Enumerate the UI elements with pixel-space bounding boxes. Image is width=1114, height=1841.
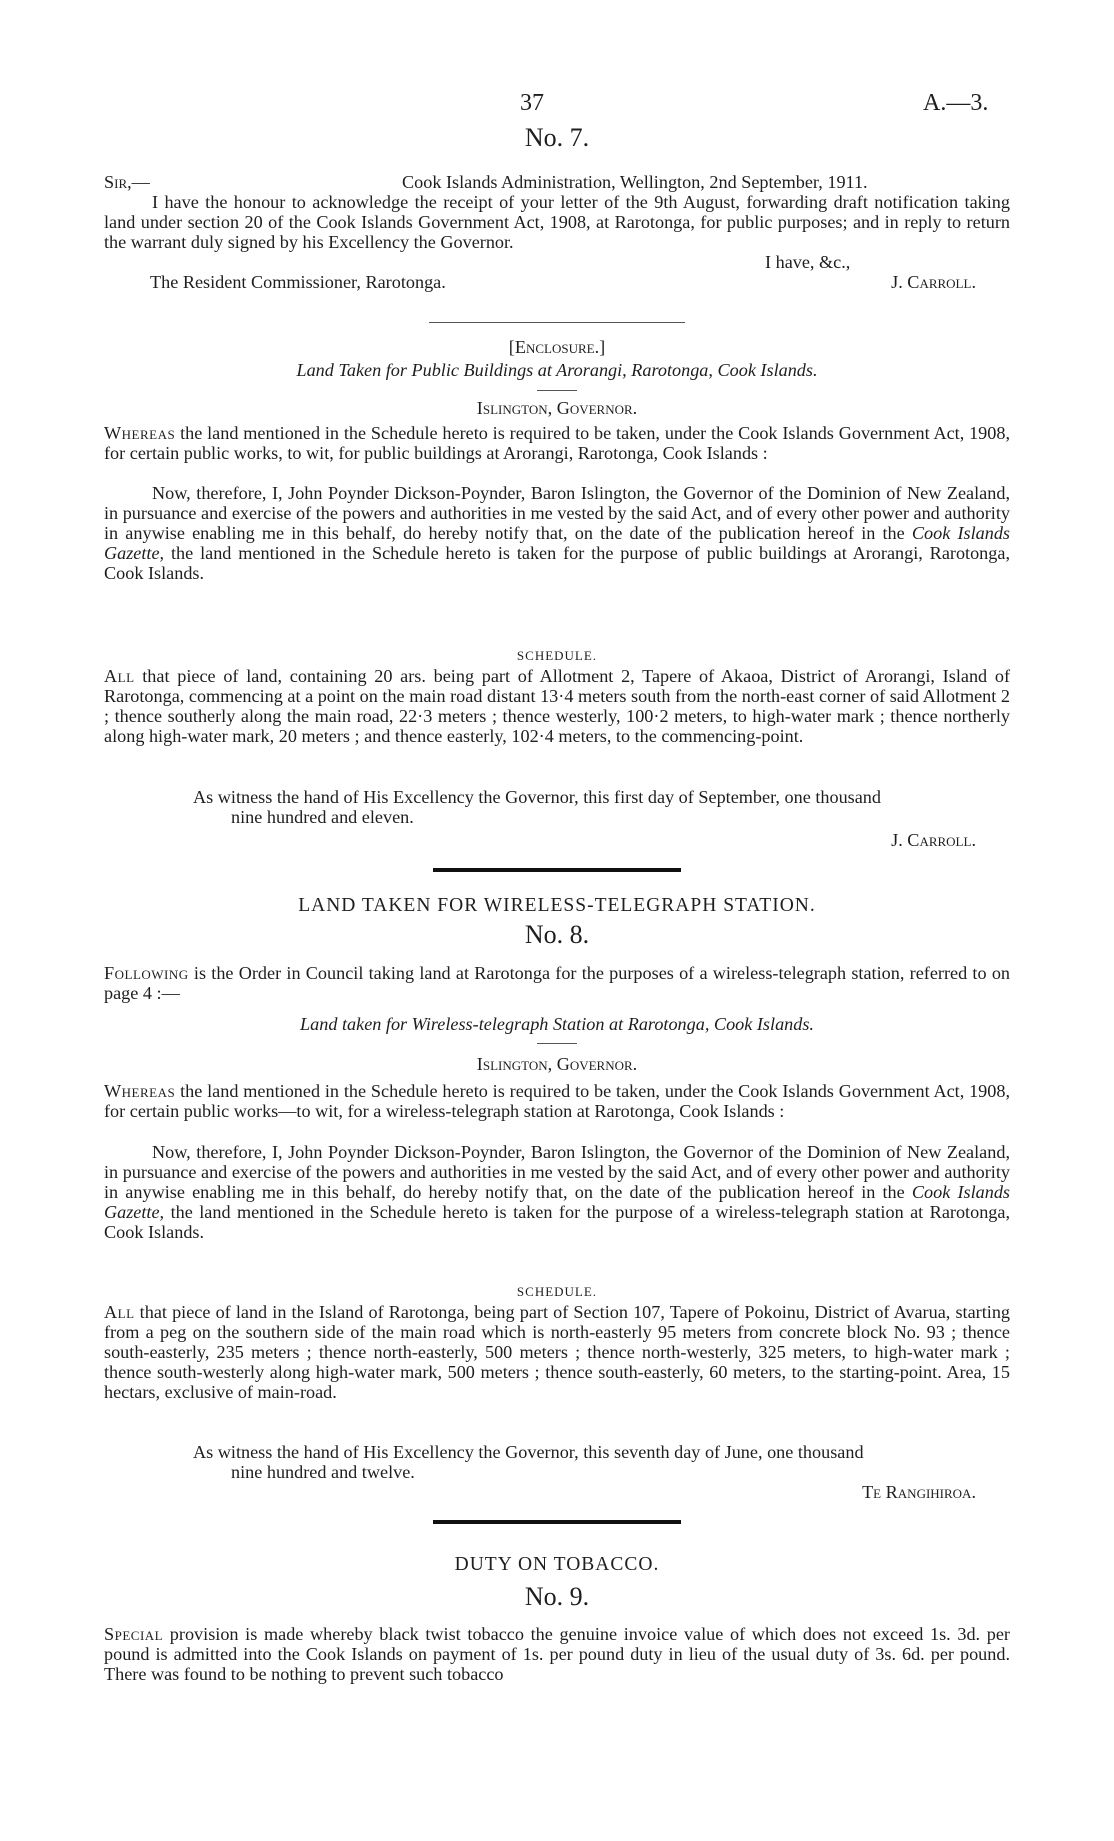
section-title-no7: No. 7. (524, 123, 590, 152)
wireless-land-title: Land taken for Wireless-telegraph Station at Rarotonga, Cook Islands. (300, 1014, 814, 1034)
enclosure-governor: Islington, Governor. (476, 398, 638, 418)
section-heading-tobacco: DUTY ON TOBACCO. (454, 1554, 660, 1575)
now-text-2: the land mentioned in the Schedule hereto is taken for the purpose of a wireless-telegraph station at Rarotonga, Cook Islands. (104, 1202, 1010, 1242)
letter-addressee: The Resident Commissioner, Rarotonga. (150, 272, 446, 292)
tobacco-paragraph (104, 1624, 1010, 1684)
enclosure-label: [Enclosure.] (508, 337, 606, 357)
following-paragraph (104, 963, 1010, 1003)
wireless-governor: Islington, Governor. (476, 1054, 638, 1074)
gazette-name: Cook Islands Gazette, (104, 1182, 1011, 1222)
enclosure-whereas (104, 423, 1010, 463)
following-text: is the Order in Council taking land at Rarotonga for the purposes of a wireless-telegraph station, referred to on page 4 :— (104, 963, 1011, 1003)
now-text-1: Now, therefore, I, John Poynder Dickson-Poynder, Baron Islington, the Governor of the Dominion of New Zealand, in pursuance and exercise of the powers and authorities in me vested by the said Act, and of every other power and authority in anywise enabling me in this behalf, do hereby notify that, on the date of the publication hereof in the (104, 483, 1010, 543)
letter-signature: J. Carroll. (891, 272, 976, 292)
page-number: 37 (520, 90, 544, 116)
witness-clause (193, 787, 1013, 827)
section-rule (433, 868, 681, 872)
witness-line-2: nine hundred and twelve. (231, 1462, 415, 1482)
gazette-name: Cook Islands Gazette, (104, 523, 1011, 563)
wireless-schedule-text (104, 1302, 1010, 1402)
special-text: provision is made whereby black twist tobacco the genuine invoice value of which does not exceed 1s. 3d. per pound is admitted into the Cook Islands on payment of 1s. per pound duty in lieu of the usual duty of 3s. 6d. per pound. There was found to be nothing to prevent such tobacco (104, 1624, 1010, 1684)
enclosure-signature: J. Carroll. (891, 830, 976, 850)
special-lead: Special (104, 1624, 164, 1644)
schedule-lead: All (104, 666, 135, 686)
now-text-2: the land mentioned in the Schedule hereto is taken for the purpose of public buildings at Arorangi, Rarotonga, Cook Islands. (104, 543, 1010, 583)
letter-body: I have the honour to acknowledge the receipt of your letter of the 9th August, forwarding draft notification taking land under section 20 of the Cook Islands Government Act, 1908, at Rarotonga, for public purposes; and in reply to return the warrant duly signed by his Excellency the Governor. (104, 192, 1010, 252)
following-lead: Following (104, 963, 189, 983)
enclosure-now-therefore (104, 483, 1010, 583)
now-text-1: Now, therefore, I, John Poynder Dickson-Poynder, Baron Islington, the Governor of the Dominion of New Zealand, in pursuance and exercise of the powers and authorities in me vested by the said Act, and of every other power and authority in anywise enabling me in this behalf, do hereby notify that, on the date of the publication hereof in the (104, 1142, 1010, 1202)
short-rule (537, 390, 577, 391)
whereas-lead: Whereas (104, 1081, 176, 1101)
divider (429, 322, 685, 323)
schedule-heading: SCHEDULE. (516, 1284, 598, 1299)
whereas-text: the land mentioned in the Schedule hereto is required to be taken, under the Cook Islands Government Act, 1908, for certain public works, to wit, for public buildings at Arorangi, Rarotonga, Cook Islands : (104, 423, 1011, 463)
schedule-body: that piece of land in the Island of Rarotonga, being part of Section 107, Tapere of Pokoinu, District of Avarua, starting from a peg on the southern side of the main road which is north-easterly 95 meters from concrete block No. 93 ; thence south-easterly, 235 meters ; thence north-easterly, 500 meters ; thence north-westerly, 325 meters, to high-water mark ; thence south-westerly along high-water mark, 500 meters ; thence south-easterly, 60 meters, to the starting-point. Area, 15 hectars, exclusive of main-road. (104, 1302, 1011, 1402)
section-heading-wireless: LAND TAKEN FOR WIRELESS-TELEGRAPH STATION. (298, 895, 816, 916)
wireless-whereas (104, 1081, 1010, 1121)
wireless-signature: Te Rangihiroa. (862, 1482, 976, 1502)
whereas-lead: Whereas (104, 423, 176, 443)
witness-line-1: As witness the hand of His Excellency the Governor, this first day of September, one thousand (193, 787, 881, 807)
short-rule (537, 1043, 577, 1044)
wireless-now-therefore (104, 1142, 1010, 1242)
schedule-lead: All (104, 1302, 135, 1322)
schedule-text (104, 666, 1010, 746)
whereas-text: the land mentioned in the Schedule hereto is required to be taken, under the Cook Islands Government Act, 1908, for certain public works—to wit, for a wireless-telegraph station at Rarotonga, Cook Islands : (104, 1081, 1011, 1121)
witness-clause (193, 1442, 1013, 1482)
salutation: Sir,— (104, 172, 150, 192)
document-reference: A.—3. (923, 90, 989, 116)
schedule-body: that piece of land, containing 20 ars. being part of Allotment 2, Tapere of Akaoa, District of Arorangi, Island of Rarotonga, commencing at a point on the main road distant 13·4 meters south from the north-east corner of said Allotment 2 ; thence southerly along the main road, 22·3 meters ; thence westerly, 100·2 meters, to high-water mark ; thence northerly along high-water mark, 20 meters ; and thence easterly, 102·4 meters, to the commencing-point. (104, 666, 1010, 746)
letter-closing: I have, &c., (765, 252, 851, 272)
enclosure-title: Land Taken for Public Buildings at Arorangi, Rarotonga, Cook Islands. (296, 360, 818, 380)
section-rule (433, 1520, 681, 1524)
section-title-no9: No. 9. (524, 1582, 590, 1611)
witness-line-2: nine hundred and eleven. (231, 807, 414, 827)
schedule-heading: SCHEDULE. (516, 648, 598, 663)
section-title-no8: No. 8. (524, 920, 590, 949)
address-date: Cook Islands Administration, Wellington, 2nd September, 1911. (402, 172, 868, 192)
witness-line-1: As witness the hand of His Excellency the Governor, this seventh day of June, one thousand (193, 1442, 864, 1462)
